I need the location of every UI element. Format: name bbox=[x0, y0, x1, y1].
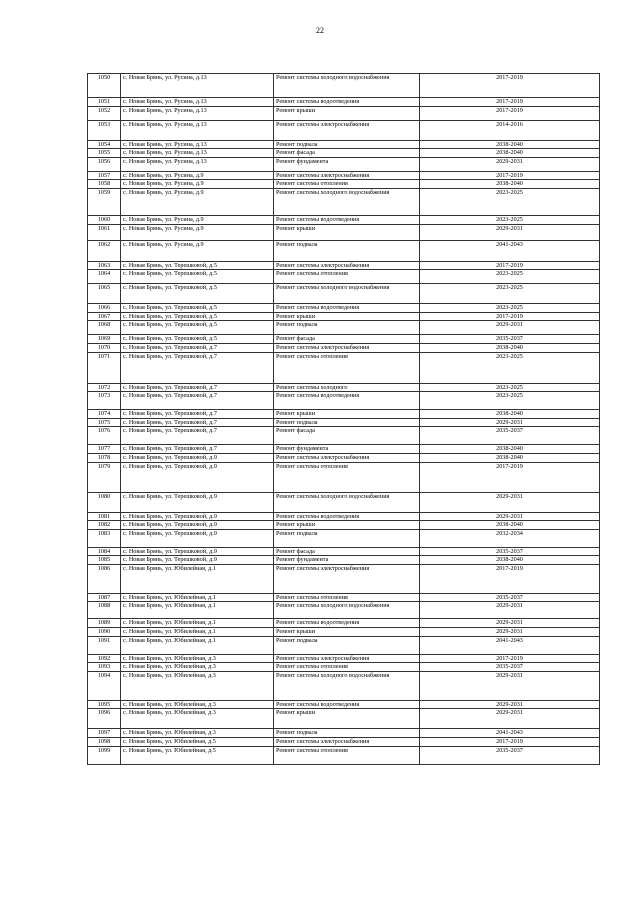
table-row bbox=[88, 636, 600, 654]
address-cell: с. Новая Брянь, ул. Терешковой, д.7 bbox=[121, 427, 274, 445]
row-number-cell: 1079 bbox=[88, 462, 121, 492]
address-cell: с. Новая Брянь, ул. Терешковой, д.9 bbox=[121, 556, 274, 565]
work-type-cell: Ремонт подвала bbox=[274, 240, 420, 261]
row-number-cell: 1053 bbox=[88, 120, 121, 140]
row-number-cell: 1092 bbox=[88, 654, 121, 663]
table-row bbox=[88, 738, 600, 747]
row-number-cell: 1076 bbox=[88, 427, 121, 445]
row-number-cell: 1050 bbox=[88, 74, 121, 98]
repair-schedule-table bbox=[87, 73, 600, 765]
years-cell: 2032-2034 bbox=[420, 529, 600, 547]
table-row bbox=[88, 304, 600, 313]
address-cell: с. Новая Брянь, ул. Терешковой, д.9 bbox=[121, 529, 274, 547]
years-cell: 2023-2025 bbox=[420, 215, 600, 224]
work-type-cell: Ремонт системы водоотведения bbox=[274, 215, 420, 224]
address-cell: с. Новая Брянь, ул. Русина, д.9 bbox=[121, 215, 274, 224]
row-number-cell: 1066 bbox=[88, 304, 121, 313]
row-number-cell: 1052 bbox=[88, 106, 121, 120]
table-row bbox=[88, 157, 600, 171]
years-cell: 2017-2019 bbox=[420, 738, 600, 747]
years-cell: 2038-2040 bbox=[420, 410, 600, 419]
address-cell: с. Новая Брянь, ул. Юбилейная, д.3 bbox=[121, 709, 274, 729]
work-type-cell: Ремонт фасада bbox=[274, 547, 420, 556]
years-cell: 2035-2037 bbox=[420, 746, 600, 764]
work-type-cell: Ремонт крыши bbox=[274, 709, 420, 729]
row-number-cell: 1094 bbox=[88, 671, 121, 700]
table-row bbox=[88, 383, 600, 392]
row-number-cell: 1086 bbox=[88, 564, 121, 593]
address-cell: с. Новая Брянь, ул. Юбилейная, д.3 bbox=[121, 729, 274, 738]
row-number-cell: 1065 bbox=[88, 284, 121, 304]
work-type-cell: Ремонт системы электроснабжения bbox=[274, 261, 420, 270]
table-row bbox=[88, 709, 600, 729]
table-row bbox=[88, 240, 600, 261]
years-cell: 2029-2031 bbox=[420, 492, 600, 512]
address-cell: с. Новая Брянь, ул. Русина, д.13 bbox=[121, 74, 274, 98]
years-cell: 2038-2040 bbox=[420, 556, 600, 565]
work-type-cell: Ремонт системы отопления bbox=[274, 593, 420, 602]
years-cell: 2017-2019 bbox=[420, 261, 600, 270]
years-cell: 2029-2031 bbox=[420, 700, 600, 709]
years-cell: 2017-2019 bbox=[420, 462, 600, 492]
address-cell: с. Новая Брянь, ул. Русина, д.13 bbox=[121, 106, 274, 120]
work-type-cell: Ремонт системы холодного водоснабжения bbox=[274, 671, 420, 700]
years-cell: 2038-2040 bbox=[420, 453, 600, 462]
row-number-cell: 1067 bbox=[88, 312, 121, 321]
row-number-cell: 1072 bbox=[88, 383, 121, 392]
work-type-cell: Ремонт крыши bbox=[274, 312, 420, 321]
work-type-cell: Ремонт крыши bbox=[274, 224, 420, 240]
work-type-cell: Ремонт фундамента bbox=[274, 445, 420, 454]
address-cell: с. Новая Брянь, ул. Терешковой, д.5 bbox=[121, 321, 274, 335]
table-row bbox=[88, 224, 600, 240]
row-number-cell: 1096 bbox=[88, 709, 121, 729]
row-number-cell: 1099 bbox=[88, 746, 121, 764]
table-row bbox=[88, 171, 600, 180]
work-type-cell: Ремонт крыши bbox=[274, 106, 420, 120]
years-cell: 2017-2019 bbox=[420, 654, 600, 663]
table-row bbox=[88, 270, 600, 284]
work-type-cell: Ремонт системы водоотведения bbox=[274, 392, 420, 410]
work-type-cell: Ремонт системы электроснабжения bbox=[274, 120, 420, 140]
table-row bbox=[88, 427, 600, 445]
row-number-cell: 1098 bbox=[88, 738, 121, 747]
row-number-cell: 1083 bbox=[88, 529, 121, 547]
work-type-cell: Ремонт крыши bbox=[274, 628, 420, 637]
address-cell: с. Новая Брянь, ул. Русина, д.13 bbox=[121, 140, 274, 149]
table-row bbox=[88, 564, 600, 593]
table-row bbox=[88, 106, 600, 120]
address-cell: с. Новая Брянь, ул. Юбилейная, д.1 bbox=[121, 602, 274, 619]
row-number-cell: 1080 bbox=[88, 492, 121, 512]
table-row bbox=[88, 98, 600, 107]
row-number-cell: 1089 bbox=[88, 619, 121, 628]
work-type-cell: Ремонт системы холодного водоснабжения bbox=[274, 602, 420, 619]
years-cell: 2029-2031 bbox=[420, 602, 600, 619]
table-row bbox=[88, 492, 600, 512]
years-cell: 2038-2040 bbox=[420, 149, 600, 158]
table-row bbox=[88, 74, 600, 98]
row-number-cell: 1055 bbox=[88, 149, 121, 158]
page-number: 22 bbox=[316, 26, 324, 35]
work-type-cell: Ремонт системы холодного водоснабжения bbox=[274, 188, 420, 215]
row-number-cell: 1073 bbox=[88, 392, 121, 410]
row-number-cell: 1058 bbox=[88, 180, 121, 189]
table-row bbox=[88, 556, 600, 565]
years-cell: 2023-2025 bbox=[420, 188, 600, 215]
years-cell: 2017-2019 bbox=[420, 74, 600, 98]
years-cell: 2029-2031 bbox=[420, 224, 600, 240]
row-number-cell: 1071 bbox=[88, 352, 121, 383]
table-row bbox=[88, 335, 600, 344]
years-cell: 2017-2019 bbox=[420, 171, 600, 180]
work-type-cell: Ремонт системы водоотведения bbox=[274, 304, 420, 313]
years-cell: 2041-2043 bbox=[420, 636, 600, 654]
address-cell: с. Новая Брянь, ул. Русина, д.9 bbox=[121, 180, 274, 189]
table-row bbox=[88, 180, 600, 189]
table-row bbox=[88, 619, 600, 628]
work-type-cell: Ремонт системы отопления bbox=[274, 746, 420, 764]
table-row bbox=[88, 140, 600, 149]
work-type-cell: Ремонт крыши bbox=[274, 410, 420, 419]
address-cell: с. Новая Брянь, ул. Русина, д.9 bbox=[121, 171, 274, 180]
work-type-cell: Ремонт системы водоотведения bbox=[274, 619, 420, 628]
address-cell: с. Новая Брянь, ул. Русина, д.13 bbox=[121, 157, 274, 171]
work-type-cell: Ремонт системы электроснабжения bbox=[274, 171, 420, 180]
table-row bbox=[88, 312, 600, 321]
address-cell: с. Новая Брянь, ул. Терешковой, д.5 bbox=[121, 304, 274, 313]
row-number-cell: 1093 bbox=[88, 663, 121, 672]
table-row bbox=[88, 654, 600, 663]
table-row bbox=[88, 149, 600, 158]
years-cell: 2023-2025 bbox=[420, 284, 600, 304]
row-number-cell: 1087 bbox=[88, 593, 121, 602]
address-cell: с. Новая Брянь, ул. Терешковой, д.7 bbox=[121, 343, 274, 352]
table-row bbox=[88, 410, 600, 419]
years-cell: 2017-2019 bbox=[420, 98, 600, 107]
years-cell: 2035-2037 bbox=[420, 427, 600, 445]
table-row bbox=[88, 547, 600, 556]
table-row bbox=[88, 188, 600, 215]
address-cell: с. Новая Брянь, ул. Терешковой, д.9 bbox=[121, 453, 274, 462]
years-cell: 2029-2031 bbox=[420, 321, 600, 335]
years-cell: 2029-2031 bbox=[420, 619, 600, 628]
address-cell: с. Новая Брянь, ул. Русина, д.13 bbox=[121, 98, 274, 107]
years-cell: 2029-2031 bbox=[420, 628, 600, 637]
years-cell: 2038-2040 bbox=[420, 140, 600, 149]
address-cell: с. Новая Брянь, ул. Терешковой, д.5 bbox=[121, 312, 274, 321]
address-cell: с. Новая Брянь, ул. Русина, д.13 bbox=[121, 120, 274, 140]
table-row bbox=[88, 729, 600, 738]
row-number-cell: 1095 bbox=[88, 700, 121, 709]
row-number-cell: 1069 bbox=[88, 335, 121, 344]
work-type-cell: Ремонт системы отопления bbox=[274, 180, 420, 189]
table-row bbox=[88, 700, 600, 709]
years-cell: 2023-2025 bbox=[420, 352, 600, 383]
work-type-cell: Ремонт системы отопления bbox=[274, 462, 420, 492]
row-number-cell: 1057 bbox=[88, 171, 121, 180]
table-row bbox=[88, 529, 600, 547]
address-cell: с. Новая Брянь, ул. Юбилейная, д.1 bbox=[121, 593, 274, 602]
work-type-cell: Ремонт системы электроснабжения bbox=[274, 654, 420, 663]
years-cell: 2029-2031 bbox=[420, 157, 600, 171]
table-row bbox=[88, 602, 600, 619]
work-type-cell: Ремонт системы холодного водоснабжения bbox=[274, 74, 420, 98]
table-row bbox=[88, 445, 600, 454]
work-type-cell: Ремонт фасада bbox=[274, 149, 420, 158]
row-number-cell: 1070 bbox=[88, 343, 121, 352]
years-cell: 2041-2043 bbox=[420, 729, 600, 738]
work-type-cell: Ремонт подвала bbox=[274, 636, 420, 654]
address-cell: с. Новая Брянь, ул. Юбилейная, д.3 bbox=[121, 671, 274, 700]
address-cell: с. Новая Брянь, ул. Терешковой, д.9 bbox=[121, 462, 274, 492]
address-cell: с. Новая Брянь, ул. Юбилейная, д.5 bbox=[121, 746, 274, 764]
years-cell: 2038-2040 bbox=[420, 521, 600, 530]
row-number-cell: 1064 bbox=[88, 270, 121, 284]
address-cell: с. Новая Брянь, ул. Русина, д.9 bbox=[121, 188, 274, 215]
table-row bbox=[88, 284, 600, 304]
address-cell: с. Новая Брянь, ул. Юбилейная, д.3 bbox=[121, 663, 274, 672]
work-type-cell: Ремонт системы водоотведения bbox=[274, 700, 420, 709]
address-cell: с. Новая Брянь, ул. Терешковой, д.7 bbox=[121, 352, 274, 383]
work-type-cell: Ремонт системы водоотведения bbox=[274, 512, 420, 521]
address-cell: с. Новая Брянь, ул. Юбилейная, д.5 bbox=[121, 738, 274, 747]
years-cell: 2029-2031 bbox=[420, 709, 600, 729]
work-type-cell: Ремонт фасада bbox=[274, 335, 420, 344]
work-type-cell: Ремонт системы электроснабжения bbox=[274, 453, 420, 462]
years-cell: 2029-2031 bbox=[420, 512, 600, 521]
years-cell: 2017-2019 bbox=[420, 564, 600, 593]
address-cell: с. Новая Брянь, ул. Терешковой, д.5 bbox=[121, 270, 274, 284]
years-cell: 2017-2019 bbox=[420, 312, 600, 321]
row-number-cell: 1063 bbox=[88, 261, 121, 270]
row-number-cell: 1061 bbox=[88, 224, 121, 240]
years-cell: 2023-2025 bbox=[420, 270, 600, 284]
address-cell: с. Новая Брянь, ул. Юбилейная, д.1 bbox=[121, 628, 274, 637]
address-cell: с. Новая Брянь, ул. Юбилейная, д.3 bbox=[121, 654, 274, 663]
address-cell: с. Новая Брянь, ул. Юбилейная, д.1 bbox=[121, 636, 274, 654]
table-row bbox=[88, 352, 600, 383]
table-row bbox=[88, 215, 600, 224]
years-cell: 2014-2016 bbox=[420, 120, 600, 140]
work-type-cell: Ремонт системы отопления bbox=[274, 270, 420, 284]
table-body bbox=[88, 74, 600, 765]
address-cell: с. Новая Брянь, ул. Терешковой, д.5 bbox=[121, 284, 274, 304]
years-cell: 2017-2019 bbox=[420, 106, 600, 120]
row-number-cell: 1078 bbox=[88, 453, 121, 462]
table-row bbox=[88, 120, 600, 140]
address-cell: с. Новая Брянь, ул. Терешковой, д.9 bbox=[121, 521, 274, 530]
address-cell: с. Новая Брянь, ул. Терешковой, д.9 bbox=[121, 512, 274, 521]
work-type-cell: Ремонт крыши bbox=[274, 521, 420, 530]
work-type-cell: Ремонт подвала bbox=[274, 418, 420, 427]
work-type-cell: Ремонт системы электроснабжения bbox=[274, 343, 420, 352]
work-type-cell: Ремонт фасада bbox=[274, 427, 420, 445]
years-cell: 2038-2040 bbox=[420, 343, 600, 352]
years-cell: 2023-2025 bbox=[420, 304, 600, 313]
row-number-cell: 1081 bbox=[88, 512, 121, 521]
address-cell: с. Новая Брянь, ул. Русина, д.9 bbox=[121, 240, 274, 261]
address-cell: с. Новая Брянь, ул. Юбилейная, д.3 bbox=[121, 700, 274, 709]
work-type-cell: Ремонт системы холодного водоснабжения bbox=[274, 492, 420, 512]
row-number-cell: 1084 bbox=[88, 547, 121, 556]
row-number-cell: 1090 bbox=[88, 628, 121, 637]
years-cell: 2035-2037 bbox=[420, 593, 600, 602]
table-row bbox=[88, 453, 600, 462]
years-cell: 2041-2043 bbox=[420, 240, 600, 261]
work-type-cell: Ремонт системы отопления bbox=[274, 663, 420, 672]
work-type-cell: Ремонт подвала bbox=[274, 729, 420, 738]
work-type-cell: Ремонт фундамента bbox=[274, 157, 420, 171]
address-cell: с. Новая Брянь, ул. Юбилейная, д.1 bbox=[121, 619, 274, 628]
address-cell: с. Новая Брянь, ул. Терешковой, д.7 bbox=[121, 383, 274, 392]
work-type-cell: Ремонт системы отопления bbox=[274, 352, 420, 383]
years-cell: 2023-2025 bbox=[420, 383, 600, 392]
row-number-cell: 1097 bbox=[88, 729, 121, 738]
table-row bbox=[88, 521, 600, 530]
table-row bbox=[88, 663, 600, 672]
address-cell: с. Новая Брянь, ул. Юбилейная, д.1 bbox=[121, 564, 274, 593]
work-type-cell: Ремонт системы водоотведения bbox=[274, 98, 420, 107]
address-cell: с. Новая Брянь, ул. Русина, д.9 bbox=[121, 224, 274, 240]
years-cell: 2023-2025 bbox=[420, 392, 600, 410]
row-number-cell: 1056 bbox=[88, 157, 121, 171]
table-row bbox=[88, 593, 600, 602]
work-type-cell: Ремонт системы холодного bbox=[274, 383, 420, 392]
table-row bbox=[88, 628, 600, 637]
table-row bbox=[88, 418, 600, 427]
years-cell: 2035-2037 bbox=[420, 335, 600, 344]
years-cell: 2029-2031 bbox=[420, 671, 600, 700]
row-number-cell: 1060 bbox=[88, 215, 121, 224]
table-row bbox=[88, 512, 600, 521]
address-cell: с. Новая Брянь, ул. Русина, д.13 bbox=[121, 149, 274, 158]
table-row bbox=[88, 392, 600, 410]
address-cell: с. Новая Брянь, ул. Терешковой, д.5 bbox=[121, 335, 274, 344]
row-number-cell: 1054 bbox=[88, 140, 121, 149]
row-number-cell: 1082 bbox=[88, 521, 121, 530]
row-number-cell: 1085 bbox=[88, 556, 121, 565]
work-type-cell: Ремонт подвала bbox=[274, 140, 420, 149]
years-cell: 2035-2037 bbox=[420, 547, 600, 556]
work-type-cell: Ремонт системы электроснабжения bbox=[274, 738, 420, 747]
table-row bbox=[88, 343, 600, 352]
address-cell: с. Новая Брянь, ул. Терешковой, д.5 bbox=[121, 261, 274, 270]
address-cell: с. Новая Брянь, ул. Терешковой, д.7 bbox=[121, 392, 274, 410]
address-cell: с. Новая Брянь, ул. Терешковой, д.9 bbox=[121, 492, 274, 512]
years-cell: 2035-2037 bbox=[420, 663, 600, 672]
row-number-cell: 1091 bbox=[88, 636, 121, 654]
address-cell: с. Новая Брянь, ул. Терешковой, д.7 bbox=[121, 418, 274, 427]
work-type-cell: Ремонт подвала bbox=[274, 529, 420, 547]
row-number-cell: 1051 bbox=[88, 98, 121, 107]
row-number-cell: 1068 bbox=[88, 321, 121, 335]
row-number-cell: 1059 bbox=[88, 188, 121, 215]
table-row bbox=[88, 462, 600, 492]
work-type-cell: Ремонт подвала bbox=[274, 321, 420, 335]
table-row bbox=[88, 746, 600, 764]
work-type-cell: Ремонт системы электроснабжения bbox=[274, 564, 420, 593]
address-cell: с. Новая Брянь, ул. Терешковой, д.7 bbox=[121, 445, 274, 454]
work-type-cell: Ремонт фундамента bbox=[274, 556, 420, 565]
years-cell: 2029-2031 bbox=[420, 418, 600, 427]
row-number-cell: 1062 bbox=[88, 240, 121, 261]
address-cell: с. Новая Брянь, ул. Терешковой, д.7 bbox=[121, 410, 274, 419]
table-row bbox=[88, 321, 600, 335]
table-row bbox=[88, 671, 600, 700]
work-type-cell: Ремонт системы холодного водоснабжения bbox=[274, 284, 420, 304]
address-cell: с. Новая Брянь, ул. Терешковой, д.9 bbox=[121, 547, 274, 556]
row-number-cell: 1077 bbox=[88, 445, 121, 454]
table-row bbox=[88, 261, 600, 270]
years-cell: 2038-2040 bbox=[420, 445, 600, 454]
row-number-cell: 1074 bbox=[88, 410, 121, 419]
years-cell: 2038-2040 bbox=[420, 180, 600, 189]
row-number-cell: 1075 bbox=[88, 418, 121, 427]
row-number-cell: 1088 bbox=[88, 602, 121, 619]
